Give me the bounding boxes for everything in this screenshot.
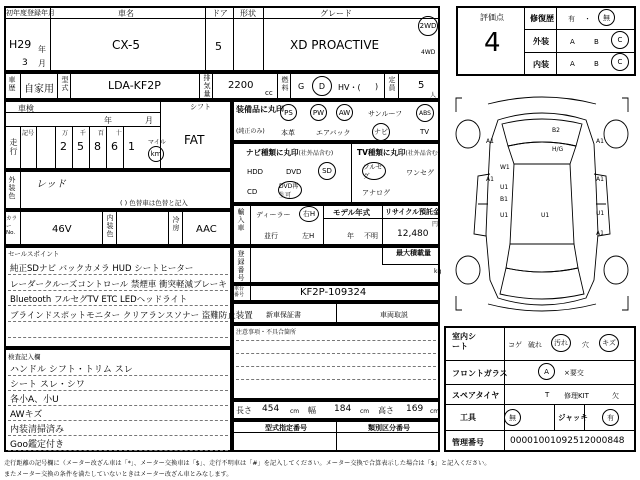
navi-cd: CD [247,188,258,196]
height-unit: cm [430,408,440,415]
diagram-mark-label: W1 [500,164,510,171]
diagram-wheel-front-left [456,120,480,148]
equipment-sub: (純正のみ) [236,128,265,135]
restoration-yes: 有 [568,15,575,23]
mileage-digit-divider [106,126,107,170]
equip-leather: 本革 [281,129,295,137]
inspector-rule [8,405,228,406]
type-cert-label: 型式指定番号 [265,424,307,432]
diagram-hood [502,119,582,146]
sales-point-line: Bluetooth フルセグTV ETC LEDヘッドライト [10,295,188,305]
diagram-mark-label: U1 [541,212,550,219]
fuel-hv-close: ) [375,82,379,91]
fuel-g: G [298,82,305,91]
km-circled: km [148,146,164,162]
exterior-grade-c-circled: C [611,31,629,49]
interior-grade-c-circled: C [611,53,629,71]
exterior-color-label: 外装色 [8,176,16,200]
sales-point-line: ブラインドスポットモニター クリアランスソナー 盗難防止装置 [10,311,253,321]
footer-line-1: 走行距離の記号欄に（メーター改ざん車は「*」、メーター交換車は「$」、走行不明車は「#」を記入してください。メーター交換で合算表示した場合は「$」と記入ください。 [4,460,491,467]
mileage-digit: 2 [60,140,67,153]
model-year-unit: 年 [347,232,354,240]
mileage-digit: 1 [128,140,135,153]
exterior-grade-b: B [594,38,599,46]
manual-label: 車両取説 [380,311,408,319]
height-value: 169 [406,404,424,414]
shape-label: 形状 [240,9,256,18]
model-year-label: モデル年式 [333,208,371,217]
interior-grade-a: A [570,60,575,68]
registration-label: 登録番号 [237,250,245,282]
reg-month: 3 [22,58,28,68]
car-diagram [448,84,636,324]
jack-yes-circled: 有 [602,409,619,426]
equip-abs-circled: ABS [416,104,434,122]
chassis-value: KF2P-109324 [300,287,367,298]
import-parallel: 並行 [264,232,278,240]
inspector-line: 内装清掃済み [10,425,65,435]
navi-dvd-play-circled: DVD再生可 [278,181,302,199]
diagram-front-bumper [456,98,628,112]
year-unit: 年 [38,45,46,54]
month-unit: 月 [38,59,46,68]
chassis-label: 車台番号 [234,286,245,298]
restoration-none-circled: 無 [598,9,615,26]
diagram-mark-label: U1 [500,184,509,191]
capacity-unit: 人 [430,92,437,99]
glass-replace: ×要交 [564,369,584,377]
displacement-label: 排気量 [203,74,211,98]
diagram-mark-label: B1 [500,196,508,203]
tv-label: TV種類に丸印(社外品含む) [357,148,441,157]
diagram-trunk [500,268,584,299]
color-code-value: 46V [52,224,72,235]
tv-oneseg: ワンセグ [406,169,434,177]
car-year-unit: 年 [104,116,112,125]
import-dealer: ディーラー [256,211,291,219]
inspector-rule [8,450,228,451]
jack-label: ジャッキ [558,413,588,422]
interior-color-label: 内装色 [106,214,114,238]
recycle-value: 12,480 [397,229,429,239]
width-value: 184 [334,404,352,414]
diagram-wheel-front-right [604,120,628,148]
diagram-mark-label: U1 [596,210,605,217]
diagram-mark-label: U1 [500,212,509,219]
glass-a-circled: A [538,363,555,380]
seat-scratch-circled: キズ [599,334,619,352]
notes-label: 注意事項・不具合箇所 [236,329,297,336]
exterior-grade-a: A [570,38,575,46]
navi-label: ナビ種類に丸印(社外品含む) [246,148,334,157]
length-unit: cm [290,408,300,415]
plate-label: 車歴 [8,76,16,92]
equip-navi-circled: ナビ [372,123,390,141]
sales-point-line: 純正SDナビ バックカメラ HUD シートヒーター [10,264,194,274]
equip-ps-circled: PS [280,104,297,121]
recycle-yen: 円 [432,221,439,228]
car-month-unit: 月 [145,116,153,125]
score-value: 4 [484,28,501,58]
mile-label: マイル [148,139,166,146]
reg-year: H29 [9,38,32,51]
mileage-digit-divider [123,126,124,170]
fuel-hv: HV・( [338,83,361,92]
model-label: 車名 [118,9,134,18]
interior-grade-label: 内装 [533,60,549,69]
length-value: 454 [262,404,280,414]
width-unit: cm [360,408,370,415]
diagram-mark-label: B2 [552,127,560,134]
mgmt-label: 管理番号 [452,438,484,447]
grade-label: グレード [320,9,352,18]
type-label: 型式 [61,76,69,92]
capacity-label: 定員 [388,76,396,92]
length-label: 長さ [236,406,252,415]
restoration-label: 修復歴 [530,14,554,23]
navi-sd-circled: SD [318,162,336,180]
inspector-rule [8,375,228,376]
inspector-rule [8,435,228,436]
equip-sunroof: サンルーフ [368,110,403,118]
equip-tv: TV [420,128,430,136]
fuel-label: 燃料 [281,76,289,92]
drive-2wd-circled: 2WD [418,16,438,36]
drive-4wd: 4WD [421,49,436,56]
mileage-digit: 6 [111,140,118,153]
exterior-grade-label: 外装 [533,37,549,46]
diagram-windshield [508,142,576,164]
seat-tear: 破れ [528,341,542,349]
mileage-digit-divider [55,126,56,170]
seat-burn: コゲ [508,341,522,349]
spare-t: T [545,391,550,399]
glass-label: フロントガラス [452,369,508,378]
doors-label: ドア [212,9,228,18]
inspector-label: 検査記入欄 [8,353,41,361]
mileage-digits-label: 万 千 百 十 [62,130,122,137]
tv-fullseg-circled: フルセグ [362,162,386,180]
spare-label: スペアタイヤ [452,391,500,400]
recycle-label: リサイクル預託金 [385,208,441,216]
model-name: CX-5 [112,38,140,52]
car-inspection-label: 車検 [18,104,34,113]
sales-points-label: セールスポイント [8,250,60,258]
color-code-label: カラー No. [6,216,18,236]
type-value: LDA-KF2P [108,79,161,92]
diagram-roof [510,164,574,244]
inspector-line: ハンドル シフト・トリム スレ [10,365,133,375]
diagram-mark-label: A1 [486,176,494,183]
model-year-value: 不明 [364,232,378,240]
import-right-h-circled: 右H [299,206,319,222]
diagram-rear-bumper [456,296,628,310]
doors-value: 5 [215,40,222,53]
mileage-digit-divider [72,126,73,170]
ac-value: AAC [196,224,217,235]
usage-value: 自家用 [24,84,54,95]
diagram-mark-label: A1 [596,176,604,183]
diagram-mark-label: H/G [552,146,564,153]
sales-point-line: レーダークルーズコントロール 禁煙車 衝突軽減ブレーキ [10,280,227,290]
equipment-label: 装備品に丸印 [236,105,284,114]
load-unit: kg [434,268,442,275]
diagram-front-line [488,97,596,104]
width-label: 幅 [308,406,316,415]
mileage-digit: 8 [94,140,101,153]
load-label: 最大積載量 [396,249,431,257]
tools-label: 工具 [460,413,476,422]
inspector-line: 各小A、小U [10,395,59,405]
import-left-h: 左H [302,232,315,240]
shift-value: FAT [184,133,205,147]
inspector-line: AWキズ [10,410,43,420]
interior-grade-b: B [594,60,599,68]
height-label: 高さ [378,406,394,415]
navi-hdd: HDD [247,168,264,176]
diagram-wheel-rear-right [604,256,628,284]
equip-pw-circled: PW [310,104,327,121]
capacity-value: 5 [418,80,425,91]
footer-line-2: またメーター交換の条件を満たしていないときはメーター改ざん車とみなします。 [4,471,233,478]
warranty-label: 新車保証書 [266,311,301,319]
spare-none: 欠 [612,392,619,400]
tv-analog: アナログ [362,189,390,197]
shift-label: シフト [190,103,211,111]
diagram-mark-label: A1 [596,230,604,237]
ac-label: 冷房 [172,216,180,232]
tools-none-circled: 無 [504,409,521,426]
exterior-color-value: レッド [36,179,66,190]
inspector-rule [8,420,228,421]
class-label: 類別区分番号 [368,424,410,432]
mileage-label: 走行 [9,138,18,156]
spare-kit: 修理KIT [564,392,589,400]
seat-label: 室内シート [452,332,476,351]
inspector-line: シート スレ・シワ [10,380,85,390]
import-label: 輸入車 [237,208,245,232]
navi-dvd: DVD [286,168,302,176]
cc-unit: cc [265,89,273,97]
diagram-rear-glass [506,244,578,272]
seat-hole: 穴 [582,341,589,349]
mgmt-value: 00001001092512000848 [510,436,625,446]
fuel-d-circled: D [312,76,332,96]
mileage-digit-divider [89,126,90,170]
seat-stain-circled: 汚れ [551,334,571,352]
mileage-unit-label: 記号 [22,130,35,137]
score-label: 評価点 [480,13,504,22]
equip-aw-circled: AW [336,104,353,121]
mileage-digit: 5 [77,140,84,153]
inspector-rule [8,390,228,391]
exterior-color-note: ( ) 色替車は色替と記入 [120,199,188,207]
inspector-line: Goo鑑定付き [10,440,64,450]
displacement-value: 2200 [228,80,254,91]
first-reg-label: 初年度登録年月 [6,9,55,17]
diagram-wheel-rear-left [456,256,480,284]
diagram-mark-label: A1 [486,138,494,145]
equip-airbag: エアバック [316,129,351,137]
diagram-mark-label: A1 [596,138,604,145]
grade-value: XD PROACTIVE [290,38,380,52]
